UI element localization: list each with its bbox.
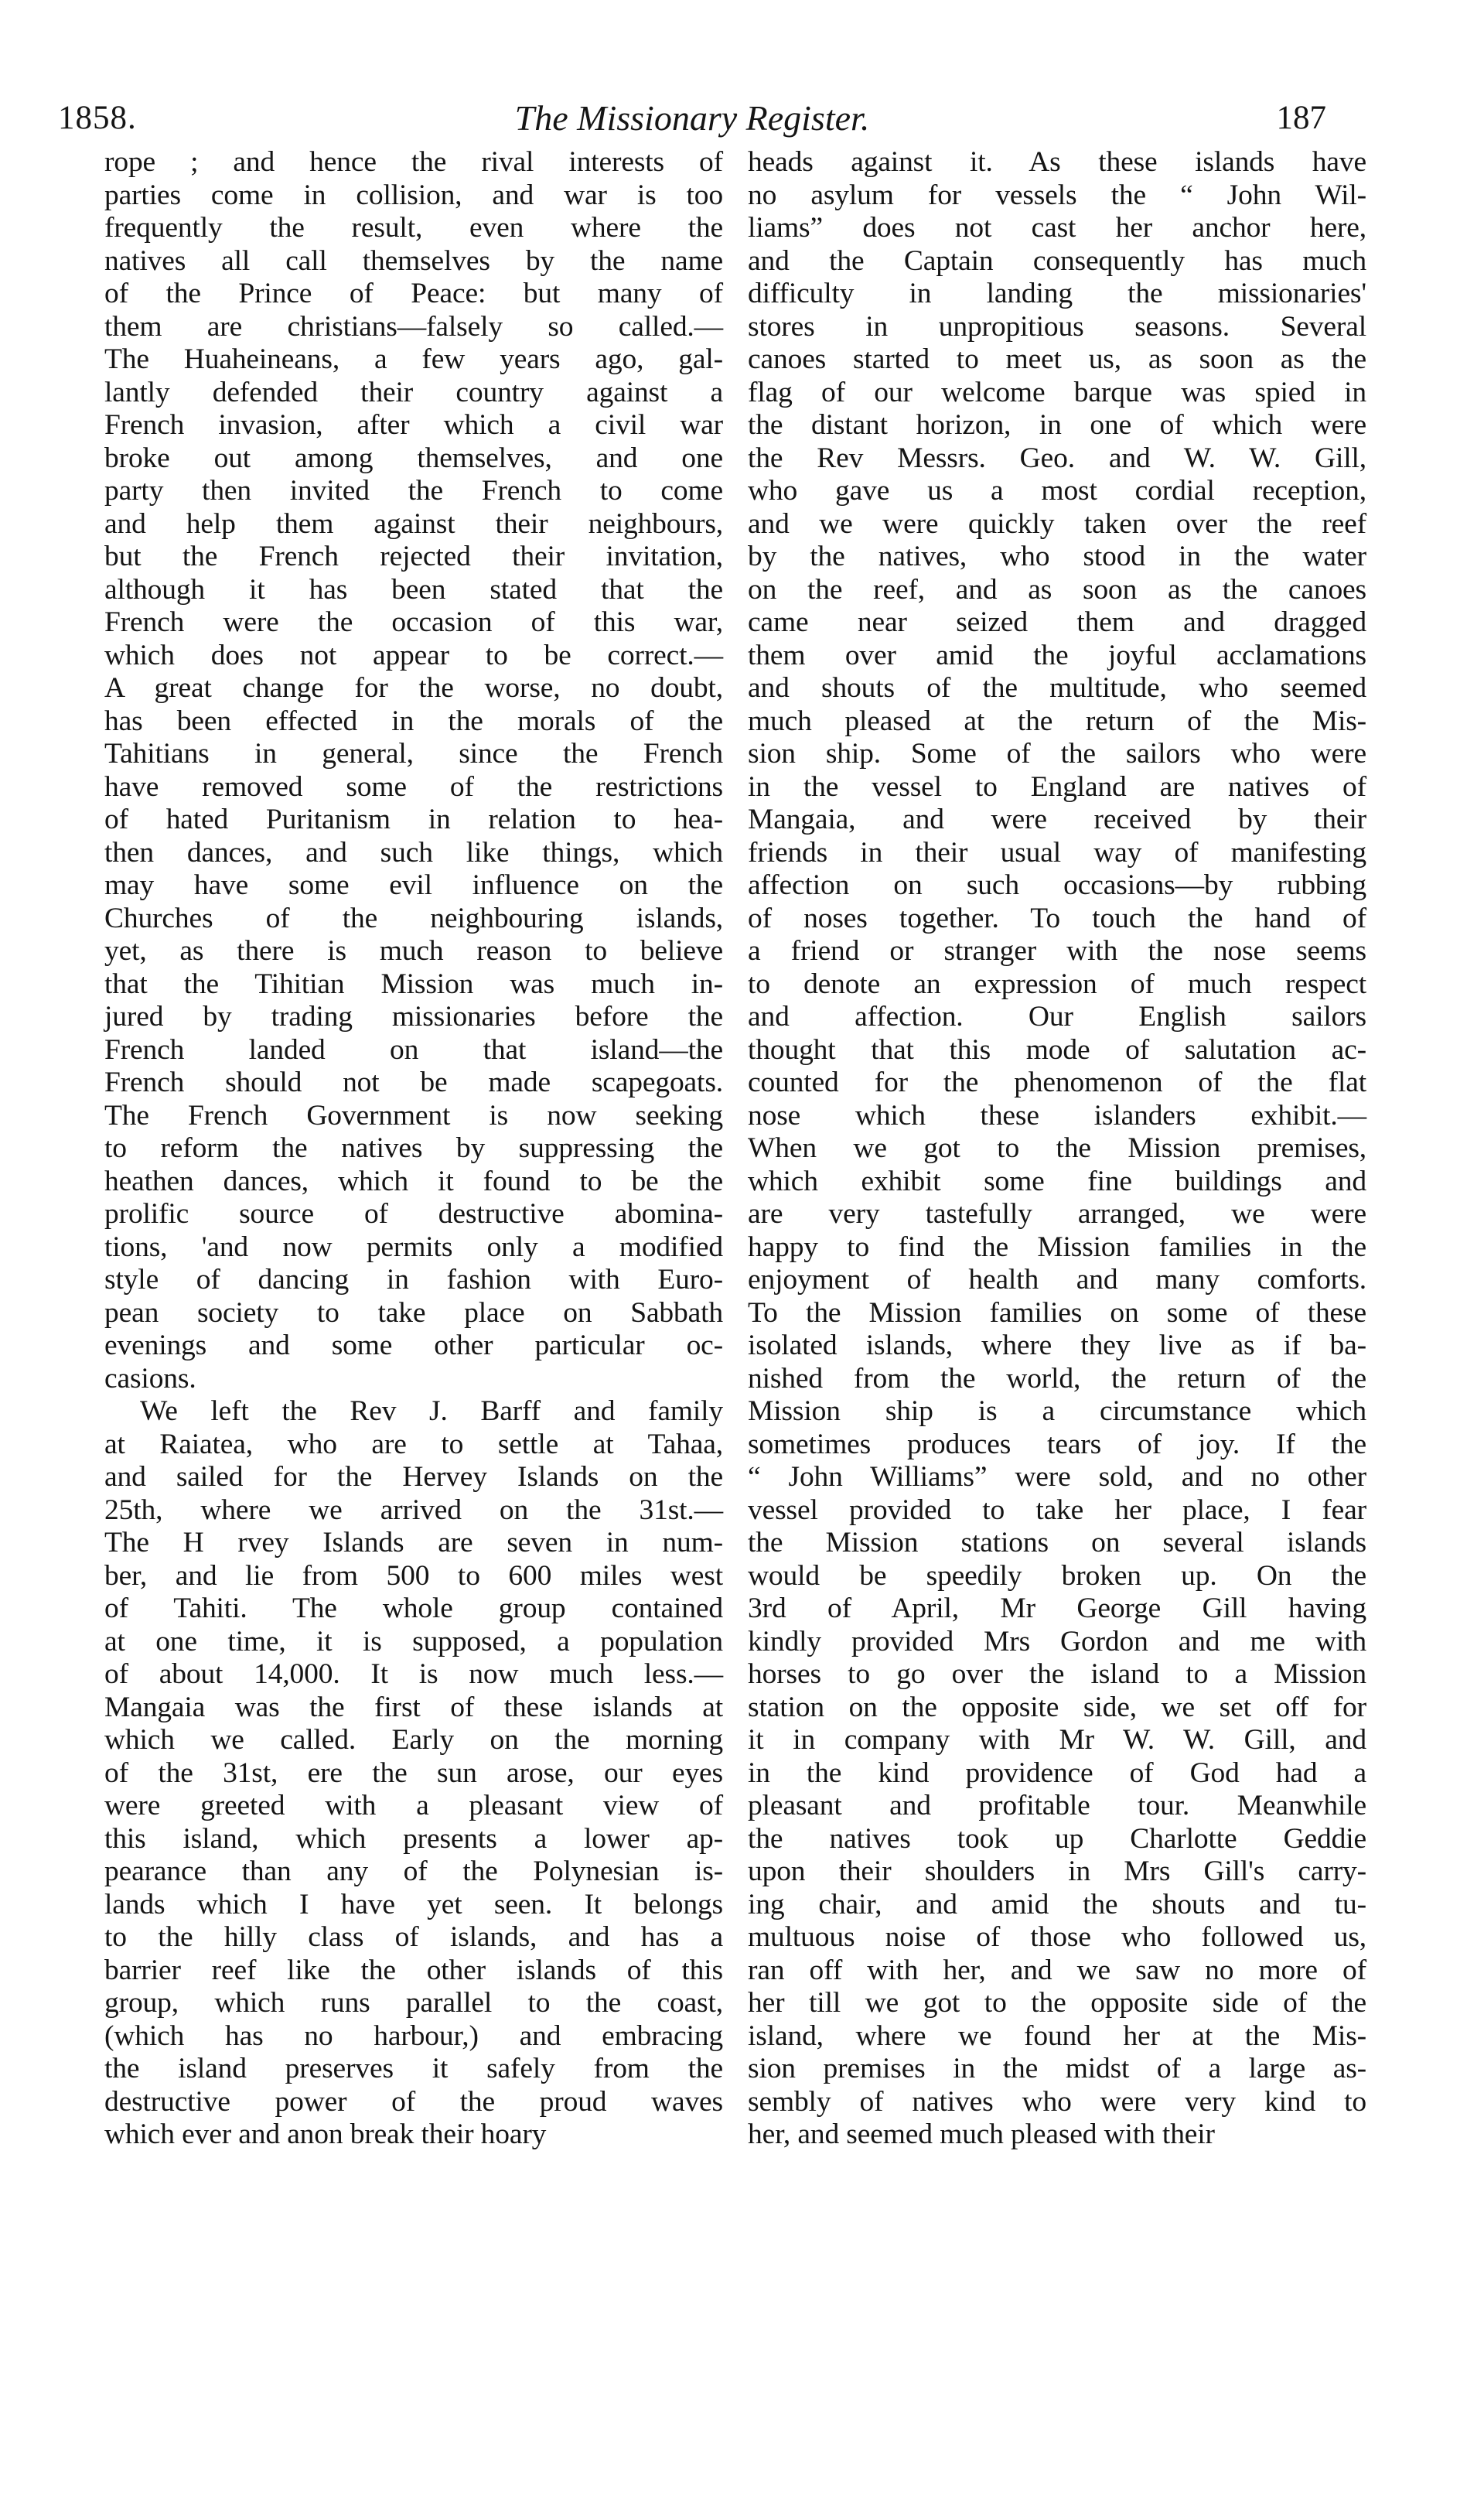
text-line: no asylum for vessels the “ John Wil- (748, 179, 1366, 211)
text-line: of hated Puritanism in relation to hea- (104, 804, 723, 835)
text-line: sion premises in the midst of a large as- (748, 2053, 1366, 2084)
text-line: them are christians—falsely so called.— (104, 310, 723, 343)
text-line: a friend or stranger with the nose seems (748, 935, 1366, 967)
right-text-column (748, 146, 1366, 2152)
text-line: 25th, where we arrived on the 31st.— (104, 1494, 723, 1526)
text-line: are very tastefully arranged, we were (748, 1198, 1366, 1230)
text-line: nished from the world, the return of the (748, 1362, 1366, 1395)
text-line: kindly provided Mrs Gordon and me with (748, 1625, 1366, 1657)
text-line: of the 31st, ere the sun arose, our eyes (104, 1756, 723, 1789)
text-line: isolated islands, where they live as if ba- (748, 1330, 1366, 1361)
text-line: yet, as there is much reason to believe (104, 935, 723, 967)
text-line: although it has been stated that the (104, 573, 723, 606)
text-line: difficulty in landing the missionaries' (748, 278, 1366, 309)
text-line: “ John Williams” were sold, and no other (748, 1461, 1366, 1493)
text-line: then dances, and such like things, which (104, 836, 723, 869)
text-line: flag of our welcome barque was spied in (748, 376, 1366, 408)
text-line: Tahitians in general, since the French (104, 738, 723, 770)
text-line: on the reef, and as soon as the canoes (748, 573, 1366, 606)
text-line: to denote an expression of much respect (748, 968, 1366, 1000)
text-line: island, where we found her at the Mis- (748, 2019, 1366, 2052)
text-line: broke out among themselves, and one (104, 442, 723, 474)
text-line: and affection. Our English sailors (748, 1001, 1366, 1033)
text-line: pean society to take place on Sabbath (104, 1296, 723, 1329)
text-line: which exhibit some fine buildings and (748, 1165, 1366, 1197)
text-line: counted for the phenomenon of the flat (748, 1067, 1366, 1098)
text-line: Mangaia was the first of these islands at (104, 1691, 723, 1723)
text-line: pearance than any of the Polynesian is- (104, 1855, 723, 1887)
text-line: of the Prince of Peace: but many of (104, 278, 723, 309)
text-line: enjoyment of health and many comforts. (748, 1264, 1366, 1296)
text-line: French invasion, after which a civil war (104, 409, 723, 441)
text-line: affection on such occasions—by rubbing (748, 869, 1366, 901)
text-line: barrier reef like the other islands of this (104, 1954, 723, 1986)
text-line: The H rvey Islands are seven in num- (104, 1527, 723, 1558)
journal-title: The Missionary Register. (514, 98, 870, 138)
text-line: heathen dances, which it found to be the (104, 1165, 723, 1197)
text-line: group, which runs parallel to the coast, (104, 1987, 723, 2019)
text-line: but the French rejected their invitation, (104, 541, 723, 572)
text-line: much pleased at the return of the Mis- (748, 705, 1366, 737)
text-line: in the kind providence of God had a (748, 1756, 1366, 1789)
text-line: has been effected in the morals of the (104, 705, 723, 737)
text-line: the distant horizon, in one of which were (748, 409, 1366, 441)
text-line: pleasant and profitable tour. Meanwhile (748, 1790, 1366, 1821)
left-text-column (104, 146, 723, 2152)
text-line: them over amid the joyful acclamations (748, 639, 1366, 671)
text-line: by the natives, who stood in the water (748, 541, 1366, 572)
text-line: and help them against their neighbours, (104, 507, 723, 540)
text-line: To the Mission families on some of these (748, 1296, 1366, 1329)
text-line: of noses together. To touch the hand of (748, 902, 1366, 934)
text-line: that the Tihitian Mission was much in- (104, 968, 723, 1000)
text-line: it in company with Mr W. W. Gill, and (748, 1724, 1366, 1756)
text-line: liams” does not cast her anchor here, (748, 212, 1366, 244)
text-line: sion ship. Some of the sailors who were (748, 738, 1366, 770)
text-line: upon their shoulders in Mrs Gill's carry- (748, 1855, 1366, 1887)
text-line: heads against it. As these islands have (748, 146, 1366, 178)
text-line: at one time, it is supposed, a population (104, 1625, 723, 1657)
text-line: would be speedily broken up. On the (748, 1559, 1366, 1592)
text-line: at Raiatea, who are to settle at Tahaa, (104, 1428, 723, 1460)
text-line: natives all call themselves by the name (104, 244, 723, 277)
text-line: lantly defended their country against a (104, 376, 723, 408)
text-line: and sailed for the Hervey Islands on the (104, 1461, 723, 1493)
text-line: evenings and some other particular oc- (104, 1330, 723, 1361)
text-line: rope ; and hence the rival interests of (104, 146, 723, 178)
text-line: in the vessel to England are natives of (748, 770, 1366, 803)
text-line: ran off with her, and we saw no more of (748, 1954, 1366, 1986)
text-line: prolific source of destructive abomina- (104, 1198, 723, 1230)
text-line: jured by trading missionaries before the (104, 1001, 723, 1033)
text-line: French should not be made scapegoats. (104, 1067, 723, 1098)
text-line: party then invited the French to come (104, 475, 723, 507)
text-line: which does not appear to be correct.— (104, 639, 723, 671)
text-line: The Huaheineans, a few years ago, gal- (104, 343, 723, 375)
text-line: We left the Rev J. Barff and family (140, 1395, 723, 1427)
text-line: and the Captain consequently has much (748, 244, 1366, 277)
text-line: stores in unpropitious seasons. Several (748, 310, 1366, 343)
text-line: and shouts of the multitude, who seemed (748, 672, 1366, 704)
text-line: have removed some of the restrictions (104, 770, 723, 803)
text-line: French landed on that island—the (104, 1033, 723, 1066)
text-line: ing chair, and amid the shouts and tu- (748, 1888, 1366, 1920)
text-line: destructive power of the proud waves (104, 2085, 723, 2118)
text-line: sembly of natives who were very kind to (748, 2085, 1366, 2118)
text-line: canoes started to meet us, as soon as the (748, 343, 1366, 375)
text-line: 3rd of April, Mr George Gill having (748, 1593, 1366, 1624)
text-line: this island, which presents a lower ap- (104, 1822, 723, 1855)
text-line: came near seized them and dragged (748, 606, 1366, 638)
text-line: sometimes produces tears of joy. If the (748, 1428, 1366, 1460)
text-line: The French Government is now seeking (104, 1099, 723, 1132)
page-year: 1858. (58, 100, 137, 136)
text-line: Mangaia, and were received by their (748, 804, 1366, 835)
text-line: vessel provided to take her place, I fear (748, 1494, 1366, 1526)
text-line: When we got to the Mission premises, (748, 1132, 1366, 1164)
text-line: thought that this mode of salutation ac- (748, 1033, 1366, 1066)
text-line: who gave us a most cordial reception, (748, 475, 1366, 507)
text-line: ber, and lie from 500 to 600 miles west (104, 1559, 723, 1592)
page-number: 187 (1276, 100, 1326, 136)
text-line: A great change for the worse, no doubt, (104, 672, 723, 704)
text-line: (which has no harbour,) and embracing (104, 2019, 723, 2052)
text-line: her till we got to the opposite side of the (748, 1987, 1366, 2019)
text-line: friends in their usual way of manifesting (748, 836, 1366, 869)
text-line: may have some evil influence on the (104, 869, 723, 901)
text-line: which we called. Early on the morning (104, 1724, 723, 1756)
text-line: multuous noise of those who followed us, (748, 1921, 1366, 1953)
text-line: lands which I have yet seen. It belongs (104, 1888, 723, 1920)
text-line: were greeted with a pleasant view of (104, 1790, 723, 1821)
text-line: happy to find the Mission families in the (748, 1231, 1366, 1263)
text-line: to the hilly class of islands, and has a (104, 1921, 723, 1953)
text-line: tions, 'and now permits only a modified (104, 1231, 723, 1263)
text-line: French were the occasion of this war, (104, 606, 723, 638)
text-line: the island preserves it safely from the (104, 2053, 723, 2084)
text-line: nose which these islanders exhibit.— (748, 1099, 1366, 1132)
text-line: her, and seemed much pleased with their (748, 2118, 1215, 2150)
text-line: Churches of the neighbouring islands, (104, 902, 723, 934)
text-line: the natives took up Charlotte Geddie (748, 1822, 1366, 1855)
text-line: of Tahiti. The whole group contained (104, 1593, 723, 1624)
text-line: which ever and anon break their hoary (104, 2118, 547, 2150)
text-line: horses to go over the island to a Mission (748, 1658, 1366, 1690)
text-line: style of dancing in fashion with Euro- (104, 1264, 723, 1296)
text-line: station on the opposite side, we set off for (748, 1691, 1366, 1723)
text-line: parties come in collision, and war is too (104, 179, 723, 211)
running-head (58, 91, 1326, 145)
text-line: to reform the natives by suppressing the (104, 1132, 723, 1164)
text-line: of about 14,000. It is now much less.— (104, 1658, 723, 1690)
text-line: casions. (104, 1362, 196, 1395)
text-line: frequently the result, even where the (104, 212, 723, 244)
text-line: the Mission stations on several islands (748, 1527, 1366, 1558)
text-line: and we were quickly taken over the reef (748, 507, 1366, 540)
text-line: Mission ship is a circumstance which (748, 1395, 1366, 1427)
text-line: the Rev Messrs. Geo. and W. W. Gill, (748, 442, 1366, 474)
